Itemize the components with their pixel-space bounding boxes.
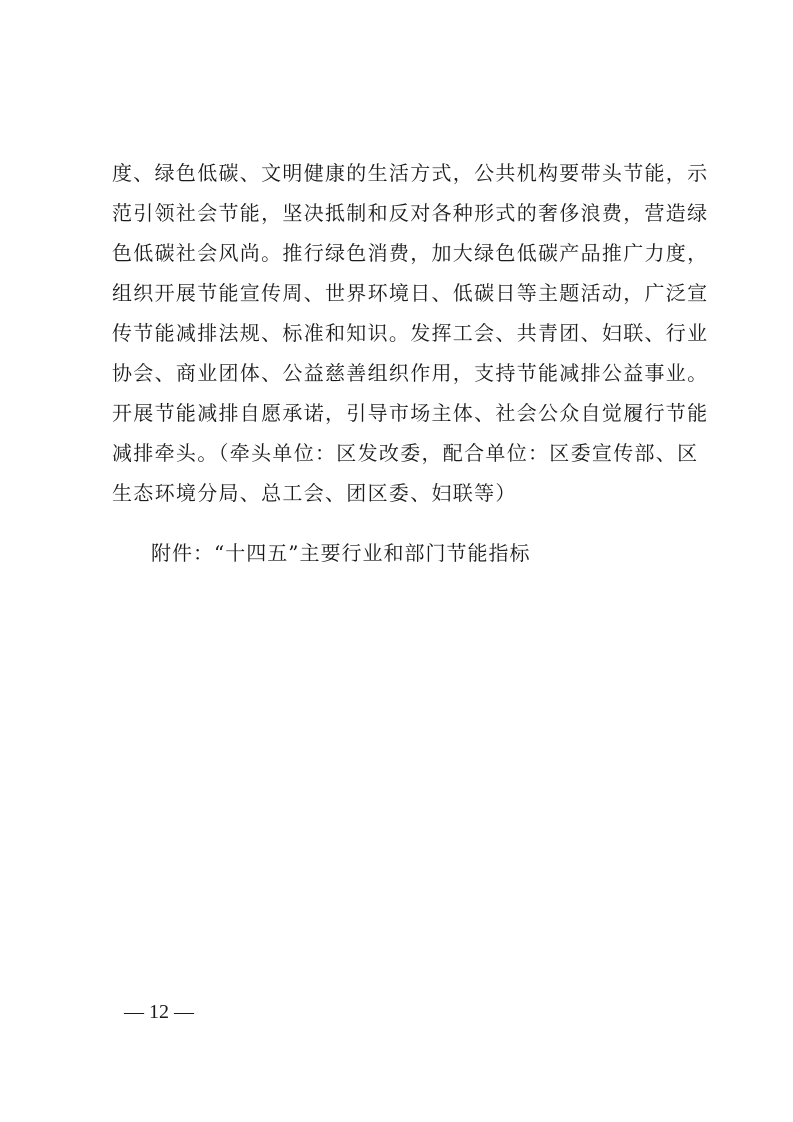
text-line: 度、绿色低碳、文明健康的生活方式，公共机构要带头节能，示 bbox=[112, 161, 709, 185]
text-line: 减排牵头。（牵头单位：区发改委，配合单位：区委宣传部、区 bbox=[112, 441, 699, 465]
text-line: 色低碳社会风尚。推行绿色消费，加大绿色低碳产品推广力度， bbox=[112, 241, 709, 265]
text-line: 传节能减排法规、标准和知识。发挥工会、共青团、妇联、行业 bbox=[112, 321, 709, 345]
text-line: 范引领社会节能，坚决抵制和反对各种形式的奢侈浪费，营造绿 bbox=[112, 201, 709, 225]
text-line: 组织开展节能宣传周、世界环境日、低碳日等主题活动，广泛宣 bbox=[112, 281, 709, 305]
text-line: 生态环境分局、总工会、团区委、妇联等） bbox=[112, 481, 517, 505]
text-line: 开展节能减排自愿承诺，引导市场主体、社会公众自觉履行节能 bbox=[112, 401, 709, 425]
body-paragraph bbox=[112, 153, 709, 513]
page-number: — 12 — bbox=[124, 1001, 194, 1023]
attachment-note: 附件：“十四五”主要行业和部门节能指标 bbox=[151, 541, 531, 565]
text-line: 协会、商业团体、公益慈善组织作用，支持节能减排公益事业。 bbox=[112, 361, 709, 385]
